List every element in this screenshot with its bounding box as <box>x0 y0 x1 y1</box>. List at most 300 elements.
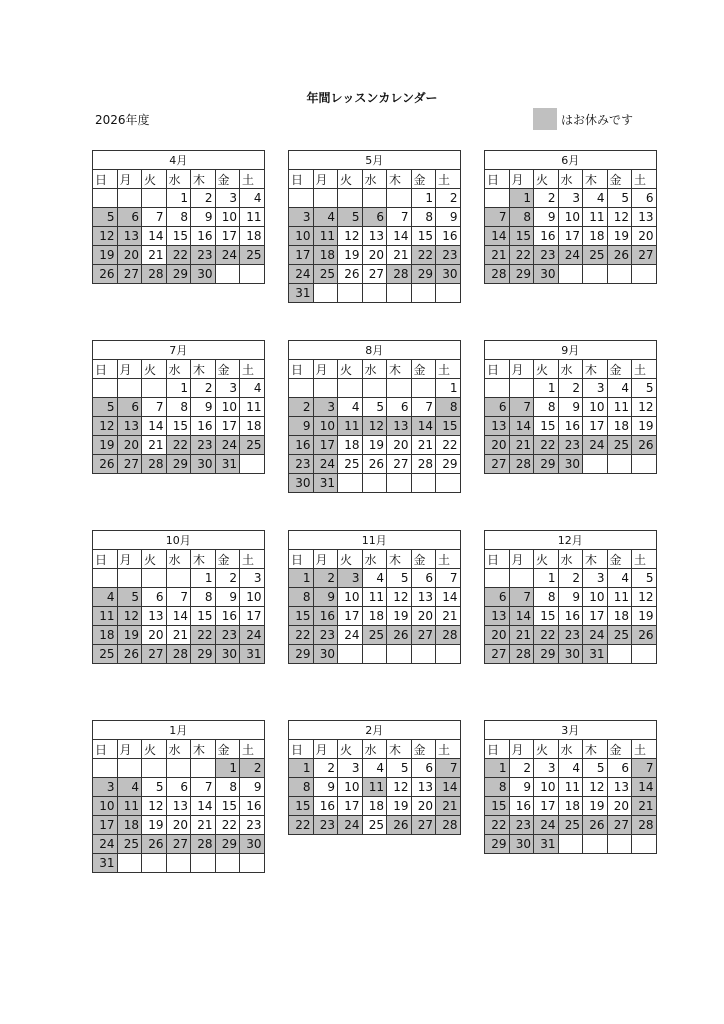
empty-cell <box>142 569 167 588</box>
empty-cell <box>240 854 265 873</box>
holiday-day-cell: 9 <box>313 588 338 607</box>
month-title: 10月 <box>93 531 265 550</box>
day-cell: 1 <box>436 379 461 398</box>
holiday-day-cell: 2 <box>313 569 338 588</box>
weekday-header: 月 <box>313 740 338 759</box>
holiday-day-cell: 1 <box>485 759 510 778</box>
day-cell: 4 <box>338 398 363 417</box>
holiday-day-cell: 29 <box>166 265 191 284</box>
day-cell: 11 <box>240 208 265 227</box>
holiday-day-cell: 13 <box>117 417 142 436</box>
empty-cell <box>509 569 534 588</box>
month-title: 12月 <box>485 531 657 550</box>
day-cell: 27 <box>362 265 387 284</box>
weekday-header: 日 <box>93 170 118 189</box>
day-cell: 3 <box>215 189 240 208</box>
weekday-header: 木 <box>387 740 412 759</box>
holiday-day-cell: 28 <box>142 265 167 284</box>
day-cell: 18 <box>240 417 265 436</box>
holiday-day-cell: 14 <box>632 778 657 797</box>
holiday-day-cell: 6 <box>485 398 510 417</box>
holiday-day-cell: 22 <box>166 246 191 265</box>
day-cell: 12 <box>583 778 608 797</box>
holiday-day-cell: 23 <box>558 626 583 645</box>
holiday-day-cell: 23 <box>558 436 583 455</box>
empty-cell <box>607 455 632 474</box>
holiday-day-cell: 22 <box>289 626 314 645</box>
month-title: 4月 <box>93 151 265 170</box>
holiday-day-cell: 27 <box>142 645 167 664</box>
day-cell: 20 <box>387 436 412 455</box>
holiday-day-cell: 8 <box>485 778 510 797</box>
empty-cell <box>338 379 363 398</box>
holiday-day-cell: 22 <box>289 816 314 835</box>
holiday-day-cell: 30 <box>191 265 216 284</box>
holiday-day-cell: 22 <box>534 436 559 455</box>
holiday-day-cell: 17 <box>313 436 338 455</box>
empty-cell <box>338 474 363 493</box>
weekday-header: 月 <box>509 550 534 569</box>
holiday-day-cell: 6 <box>485 588 510 607</box>
month-title: 8月 <box>289 341 461 360</box>
day-cell: 10 <box>583 588 608 607</box>
holiday-day-cell: 8 <box>289 588 314 607</box>
weekday-header: 木 <box>583 740 608 759</box>
holiday-day-cell: 1 <box>289 759 314 778</box>
holiday-day-cell: 27 <box>411 626 436 645</box>
holiday-day-cell: 31 <box>289 284 314 303</box>
holiday-day-cell: 4 <box>93 588 118 607</box>
holiday-day-cell: 31 <box>534 835 559 854</box>
holiday-day-cell: 30 <box>436 265 461 284</box>
day-cell: 2 <box>558 569 583 588</box>
weekday-header: 火 <box>142 740 167 759</box>
day-cell: 17 <box>240 607 265 626</box>
holiday-day-cell: 10 <box>93 797 118 816</box>
day-cell: 9 <box>509 778 534 797</box>
weekday-header: 月 <box>117 550 142 569</box>
day-cell: 24 <box>338 626 363 645</box>
holiday-day-cell: 11 <box>117 797 142 816</box>
month-calendar <box>92 530 265 664</box>
day-cell: 12 <box>338 227 363 246</box>
empty-cell <box>558 265 583 284</box>
holiday-day-cell: 19 <box>117 626 142 645</box>
holiday-day-cell: 6 <box>362 208 387 227</box>
day-cell: 16 <box>191 227 216 246</box>
holiday-day-cell: 1 <box>509 189 534 208</box>
holiday-day-cell: 27 <box>632 246 657 265</box>
holiday-day-cell: 27 <box>607 816 632 835</box>
holiday-day-cell: 15 <box>289 797 314 816</box>
holiday-day-cell: 12 <box>362 417 387 436</box>
weekday-header: 金 <box>607 360 632 379</box>
day-cell: 18 <box>362 607 387 626</box>
day-cell: 9 <box>558 398 583 417</box>
holiday-day-cell: 25 <box>607 626 632 645</box>
empty-cell <box>485 569 510 588</box>
month-calendar <box>92 150 265 284</box>
weekday-header: 土 <box>240 170 265 189</box>
holiday-day-cell: 3 <box>313 398 338 417</box>
holiday-day-cell: 29 <box>215 835 240 854</box>
weekday-header: 水 <box>362 360 387 379</box>
day-cell: 2 <box>534 189 559 208</box>
empty-cell <box>93 569 118 588</box>
holiday-day-cell: 22 <box>509 246 534 265</box>
holiday-day-cell: 28 <box>509 455 534 474</box>
weekday-header: 火 <box>534 360 559 379</box>
day-cell: 18 <box>607 417 632 436</box>
weekday-header: 木 <box>191 170 216 189</box>
holiday-day-cell: 4 <box>313 208 338 227</box>
weekday-header: 月 <box>313 360 338 379</box>
day-cell: 16 <box>240 797 265 816</box>
day-cell: 16 <box>509 797 534 816</box>
day-cell: 3 <box>338 759 363 778</box>
weekday-header: 水 <box>558 170 583 189</box>
day-cell: 27 <box>387 455 412 474</box>
weekday-header: 土 <box>436 740 461 759</box>
holiday-day-cell: 30 <box>289 474 314 493</box>
day-cell: 6 <box>632 189 657 208</box>
month-title: 9月 <box>485 341 657 360</box>
holiday-day-cell: 18 <box>93 626 118 645</box>
holiday-day-cell: 25 <box>240 246 265 265</box>
empty-cell <box>411 645 436 664</box>
holiday-day-cell: 21 <box>509 626 534 645</box>
weekday-header: 水 <box>558 360 583 379</box>
day-cell: 12 <box>632 398 657 417</box>
holiday-day-cell: 27 <box>411 816 436 835</box>
day-cell: 19 <box>387 607 412 626</box>
day-cell: 7 <box>411 398 436 417</box>
holiday-day-cell: 31 <box>93 854 118 873</box>
holiday-day-cell: 26 <box>607 246 632 265</box>
weekday-header: 日 <box>289 360 314 379</box>
empty-cell <box>289 379 314 398</box>
day-cell: 13 <box>411 588 436 607</box>
holiday-day-cell: 14 <box>411 417 436 436</box>
day-cell: 21 <box>166 626 191 645</box>
day-cell: 11 <box>362 588 387 607</box>
holiday-day-cell: 25 <box>313 265 338 284</box>
empty-cell <box>485 379 510 398</box>
day-cell: 12 <box>632 588 657 607</box>
holiday-day-cell: 22 <box>191 626 216 645</box>
month-title: 1月 <box>93 721 265 740</box>
weekday-header: 金 <box>411 550 436 569</box>
empty-cell <box>289 189 314 208</box>
day-cell: 20 <box>411 607 436 626</box>
holiday-day-cell: 11 <box>313 227 338 246</box>
weekday-header: 日 <box>485 360 510 379</box>
holiday-day-cell: 19 <box>93 246 118 265</box>
weekday-header: 水 <box>166 170 191 189</box>
empty-cell <box>362 189 387 208</box>
empty-cell <box>313 189 338 208</box>
day-cell: 21 <box>411 436 436 455</box>
day-cell: 5 <box>387 569 412 588</box>
day-cell: 17 <box>338 797 363 816</box>
weekday-header: 土 <box>240 550 265 569</box>
holiday-day-cell: 3 <box>289 208 314 227</box>
day-cell: 13 <box>607 778 632 797</box>
holiday-day-cell: 29 <box>534 455 559 474</box>
day-cell: 1 <box>191 569 216 588</box>
empty-cell <box>583 835 608 854</box>
holiday-day-cell: 15 <box>509 227 534 246</box>
weekday-header: 水 <box>166 740 191 759</box>
day-cell: 1 <box>411 189 436 208</box>
holiday-day-cell: 23 <box>509 816 534 835</box>
day-cell: 9 <box>240 778 265 797</box>
empty-cell <box>191 854 216 873</box>
holiday-day-cell: 30 <box>509 835 534 854</box>
holiday-day-cell: 21 <box>632 797 657 816</box>
holiday-day-cell: 30 <box>558 645 583 664</box>
holiday-day-cell: 27 <box>166 835 191 854</box>
holiday-day-cell: 4 <box>117 778 142 797</box>
empty-cell <box>117 379 142 398</box>
day-cell: 23 <box>240 816 265 835</box>
day-cell: 10 <box>338 778 363 797</box>
day-cell: 12 <box>387 588 412 607</box>
day-cell: 15 <box>411 227 436 246</box>
day-cell: 9 <box>534 208 559 227</box>
day-cell: 2 <box>191 189 216 208</box>
month-title: 6月 <box>485 151 657 170</box>
empty-cell <box>411 379 436 398</box>
day-cell: 1 <box>166 379 191 398</box>
holiday-day-cell: 28 <box>509 645 534 664</box>
empty-cell <box>166 854 191 873</box>
day-cell: 20 <box>362 246 387 265</box>
day-cell: 8 <box>411 208 436 227</box>
day-cell: 12 <box>607 208 632 227</box>
holiday-day-cell: 24 <box>583 626 608 645</box>
day-cell: 12 <box>142 797 167 816</box>
day-cell: 8 <box>166 398 191 417</box>
holiday-day-cell: 22 <box>534 626 559 645</box>
weekday-header: 金 <box>411 170 436 189</box>
holiday-day-cell: 26 <box>583 816 608 835</box>
day-cell: 8 <box>215 778 240 797</box>
day-cell: 5 <box>583 759 608 778</box>
empty-cell <box>215 854 240 873</box>
day-cell: 26 <box>338 265 363 284</box>
holiday-day-cell: 19 <box>93 436 118 455</box>
holiday-day-cell: 24 <box>583 436 608 455</box>
empty-cell <box>387 189 412 208</box>
holiday-day-cell: 29 <box>485 835 510 854</box>
empty-cell <box>387 645 412 664</box>
holiday-day-cell: 29 <box>411 265 436 284</box>
holiday-day-cell: 26 <box>142 835 167 854</box>
empty-cell <box>558 835 583 854</box>
weekday-header: 日 <box>485 170 510 189</box>
weekday-header: 金 <box>215 550 240 569</box>
day-cell: 19 <box>632 607 657 626</box>
weekday-header: 土 <box>240 740 265 759</box>
empty-cell <box>362 284 387 303</box>
day-cell: 11 <box>583 208 608 227</box>
holiday-day-cell: 20 <box>485 626 510 645</box>
day-cell: 14 <box>436 588 461 607</box>
day-cell: 7 <box>142 398 167 417</box>
weekday-header: 火 <box>142 360 167 379</box>
day-cell: 9 <box>436 208 461 227</box>
holiday-day-cell: 28 <box>436 626 461 645</box>
holiday-day-cell: 21 <box>485 246 510 265</box>
day-cell: 7 <box>166 588 191 607</box>
empty-cell <box>387 474 412 493</box>
empty-cell <box>607 645 632 664</box>
empty-cell <box>338 189 363 208</box>
day-cell: 19 <box>607 227 632 246</box>
holiday-day-cell: 7 <box>436 759 461 778</box>
day-cell: 15 <box>166 227 191 246</box>
day-cell: 11 <box>607 588 632 607</box>
weekday-header: 日 <box>93 360 118 379</box>
holiday-day-cell: 23 <box>191 246 216 265</box>
holiday-day-cell: 23 <box>313 816 338 835</box>
empty-cell <box>362 474 387 493</box>
holiday-day-cell: 5 <box>93 208 118 227</box>
day-cell: 15 <box>166 417 191 436</box>
holiday-day-cell: 22 <box>411 246 436 265</box>
holiday-day-cell: 24 <box>338 816 363 835</box>
empty-cell <box>632 645 657 664</box>
day-cell: 3 <box>558 189 583 208</box>
day-cell: 10 <box>215 208 240 227</box>
holiday-day-cell: 18 <box>313 246 338 265</box>
day-cell: 11 <box>607 398 632 417</box>
weekday-header: 土 <box>436 360 461 379</box>
day-cell: 14 <box>142 227 167 246</box>
weekday-header: 火 <box>338 170 363 189</box>
holiday-day-cell: 28 <box>166 645 191 664</box>
holiday-day-cell: 15 <box>485 797 510 816</box>
day-cell: 8 <box>191 588 216 607</box>
weekday-header: 日 <box>289 170 314 189</box>
month-calendar <box>288 720 461 835</box>
day-cell: 17 <box>215 227 240 246</box>
empty-cell <box>411 474 436 493</box>
day-cell: 18 <box>607 607 632 626</box>
weekday-header: 月 <box>117 360 142 379</box>
holiday-day-cell: 21 <box>436 797 461 816</box>
day-cell: 20 <box>632 227 657 246</box>
holiday-day-cell: 6 <box>117 398 142 417</box>
empty-cell <box>117 759 142 778</box>
day-cell: 18 <box>338 436 363 455</box>
day-cell: 17 <box>583 607 608 626</box>
weekday-header: 木 <box>583 360 608 379</box>
holiday-day-cell: 9 <box>289 417 314 436</box>
month-title: 2月 <box>289 721 461 740</box>
day-cell: 2 <box>436 189 461 208</box>
empty-cell <box>240 455 265 474</box>
empty-cell <box>387 379 412 398</box>
weekday-header: 金 <box>215 360 240 379</box>
month-calendar <box>288 530 461 664</box>
holiday-day-cell: 25 <box>362 626 387 645</box>
day-cell: 16 <box>534 227 559 246</box>
holiday-day-cell: 26 <box>387 816 412 835</box>
day-cell: 19 <box>338 246 363 265</box>
holiday-day-cell: 16 <box>313 607 338 626</box>
day-cell: 6 <box>142 588 167 607</box>
page-title: 年間レッスンカレンダー <box>306 91 438 105</box>
empty-cell <box>436 645 461 664</box>
weekday-header: 土 <box>632 550 657 569</box>
weekday-header: 土 <box>240 360 265 379</box>
holiday-day-cell: 26 <box>93 455 118 474</box>
day-cell: 25 <box>338 455 363 474</box>
holiday-day-cell: 26 <box>632 436 657 455</box>
day-cell: 18 <box>362 797 387 816</box>
weekday-header: 木 <box>387 550 412 569</box>
day-cell: 19 <box>387 797 412 816</box>
holiday-day-cell: 30 <box>191 455 216 474</box>
holiday-day-cell: 8 <box>509 208 534 227</box>
weekday-header: 金 <box>215 170 240 189</box>
day-cell: 15 <box>215 797 240 816</box>
day-cell: 16 <box>191 417 216 436</box>
day-cell: 22 <box>436 436 461 455</box>
holiday-day-cell: 13 <box>485 417 510 436</box>
holiday-day-cell: 14 <box>485 227 510 246</box>
holiday-day-cell: 26 <box>93 265 118 284</box>
holiday-day-cell: 27 <box>485 455 510 474</box>
day-cell: 20 <box>411 797 436 816</box>
day-cell: 3 <box>240 569 265 588</box>
weekday-header: 月 <box>117 740 142 759</box>
month-title: 7月 <box>93 341 265 360</box>
holiday-day-cell: 1 <box>215 759 240 778</box>
day-cell: 28 <box>411 455 436 474</box>
weekday-header: 土 <box>632 740 657 759</box>
day-cell: 2 <box>215 569 240 588</box>
day-cell: 16 <box>215 607 240 626</box>
weekday-header: 日 <box>485 740 510 759</box>
day-cell: 6 <box>387 398 412 417</box>
holiday-day-cell: 25 <box>607 436 632 455</box>
day-cell: 21 <box>436 607 461 626</box>
weekday-header: 土 <box>436 550 461 569</box>
empty-cell <box>338 284 363 303</box>
empty-cell <box>142 759 167 778</box>
day-cell: 20 <box>607 797 632 816</box>
holiday-day-cell: 10 <box>313 417 338 436</box>
empty-cell <box>191 759 216 778</box>
holiday-day-cell: 27 <box>485 645 510 664</box>
holiday-day-cell: 23 <box>289 455 314 474</box>
weekday-header: 月 <box>313 550 338 569</box>
day-cell: 14 <box>166 607 191 626</box>
day-cell: 9 <box>313 778 338 797</box>
day-cell: 16 <box>558 417 583 436</box>
day-cell: 6 <box>411 569 436 588</box>
day-cell: 7 <box>387 208 412 227</box>
day-cell: 16 <box>436 227 461 246</box>
weekday-header: 火 <box>534 170 559 189</box>
weekday-header: 水 <box>166 550 191 569</box>
day-cell: 8 <box>534 398 559 417</box>
day-cell: 21 <box>142 436 167 455</box>
weekday-header: 日 <box>289 740 314 759</box>
